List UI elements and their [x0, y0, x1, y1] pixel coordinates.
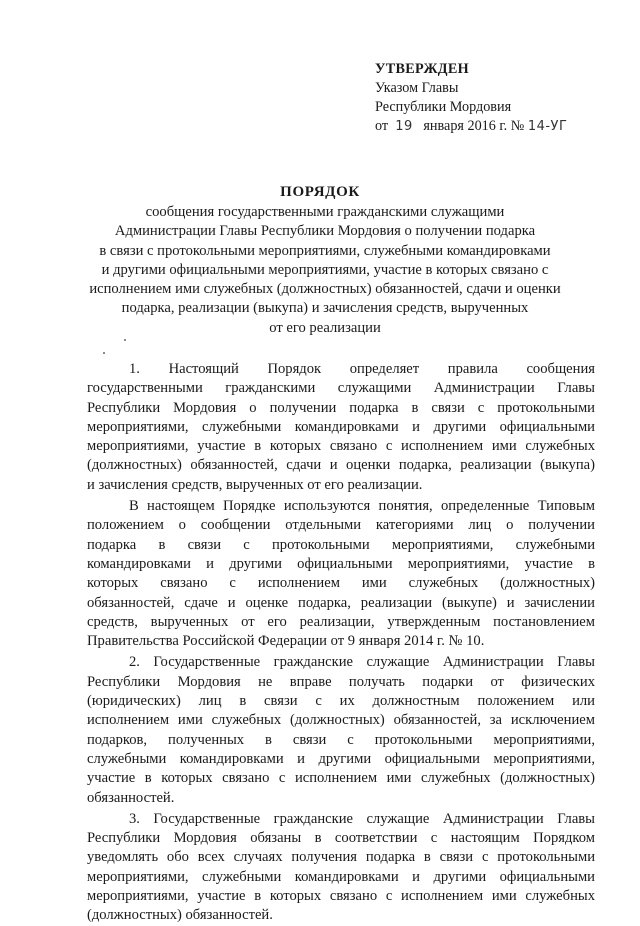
document-subtitle	[80, 203, 570, 338]
text-line: обязанностей, сдаче и оценке подарка, реализации (выкупе) и зачислении	[87, 594, 595, 611]
text-line: участие в которых связано с исполнением ими служебных (должностных)	[87, 770, 595, 787]
text-line: 3. Государственные гражданские служащие Администрации Главы	[129, 810, 595, 827]
text-line: служебными командировками и другими официальными мероприятиями,	[87, 750, 595, 767]
text-line: исполнением ими служебных (должностных) обязанностей, за исключением	[87, 712, 595, 729]
approval-stamp	[375, 60, 615, 136]
text-line: 2. Государственные гражданские служащие Администрации Главы	[129, 654, 595, 671]
document-title: ПОРЯДОК	[280, 184, 360, 200]
document-body	[87, 360, 595, 926]
text-line: Правительства Российской Федерации от 9 января 2014 г. № 10.	[87, 633, 485, 650]
subtitle-line: подарка, реализации (выкупа) и зачисления средств, вырученных	[121, 300, 529, 317]
text-line: которых связано с исполнением ими служебных (должностных)	[87, 575, 595, 592]
text-line: Республики Мордовия не вправе получать подарки от физических	[87, 673, 595, 690]
text-line: 1. Настоящий Порядок определяет правила сообщения	[129, 361, 595, 377]
text-line: подарка в связи с протокольными мероприятиями, служебными	[87, 536, 595, 553]
paragraph-3	[87, 653, 595, 807]
paragraph-1	[87, 360, 595, 495]
text-line: (должностных) обязанностей.	[87, 907, 273, 924]
approved-label: УТВЕРЖДЕН	[375, 61, 469, 77]
text-line: (юридических) лиц в связи с их должностным положением или	[87, 693, 595, 710]
paragraph-4	[87, 810, 595, 926]
text-line: (должностных) обязанностей, сдачи и оценки подарка, реализации (выкупа)	[87, 457, 595, 474]
text-line: В настоящем Порядке используются понятия, определенные Типовым	[129, 498, 595, 515]
date-prefix: от	[375, 118, 389, 134]
text-line: и зачисления средств, вырученных от его реализации.	[87, 476, 423, 493]
subtitle-line: от его реализации	[269, 319, 381, 336]
decree-number: 14-УГ	[527, 119, 568, 134]
text-line: положением о сообщении отдельными категориями лиц о получении	[87, 517, 595, 534]
text-line: подарков, полученных в связи с протокольными мероприятиями,	[87, 731, 595, 748]
decree-date-middle: января 2016 г. №	[423, 118, 525, 134]
text-line: уведомлять обо всех случаях получения подарка в связи с протокольными	[87, 849, 595, 866]
subtitle-line: сообщения государственными гражданскими служащими	[145, 204, 505, 220]
text-line: Республики Мордовия о получении подарка в связи с протокольными	[87, 399, 595, 416]
paragraph-2	[87, 497, 595, 651]
text-line: мероприятиями, служебными командировками и другими официальными	[87, 868, 595, 885]
scan-speck	[124, 339, 126, 341]
text-line: командировками и другими официальными мероприятиями, участие в	[87, 555, 595, 572]
subtitle-line: Администрации Главы Республики Мордовия о получении подарка	[114, 223, 536, 240]
approved-by-line: Указом Главы	[375, 80, 459, 96]
text-line: Республики Мордовия обязаны в соответствии с настоящим Порядком	[87, 830, 595, 847]
scan-speck	[103, 352, 105, 354]
subtitle-line: исполнением ими служебных (должностных) обязанностей, сдачи и оценки	[89, 281, 561, 298]
text-line: государственными гражданскими служащими Администрации Главы	[87, 380, 595, 397]
text-line: мероприятиями, участие в которых связано с исполнением ими служебных	[87, 438, 595, 455]
text-line: средств, вырученных от его реализации, утвержденным постановлением	[87, 613, 595, 630]
subtitle-line: и другими официальными мероприятиями, участие в которых связано с	[101, 261, 549, 278]
approved-region-line: Республики Мордовия	[375, 99, 512, 115]
decree-date-line	[375, 117, 615, 136]
text-line: мероприятиями, участие в которых связано с исполнением ими служебных	[87, 888, 595, 905]
text-line: обязанностей.	[87, 789, 175, 806]
text-line: мероприятиями, служебными командировками и другими официальными	[87, 418, 595, 435]
decree-day: 19	[395, 119, 413, 134]
subtitle-line: в связи с протокольными мероприятиями, служебными командировками	[99, 242, 551, 259]
